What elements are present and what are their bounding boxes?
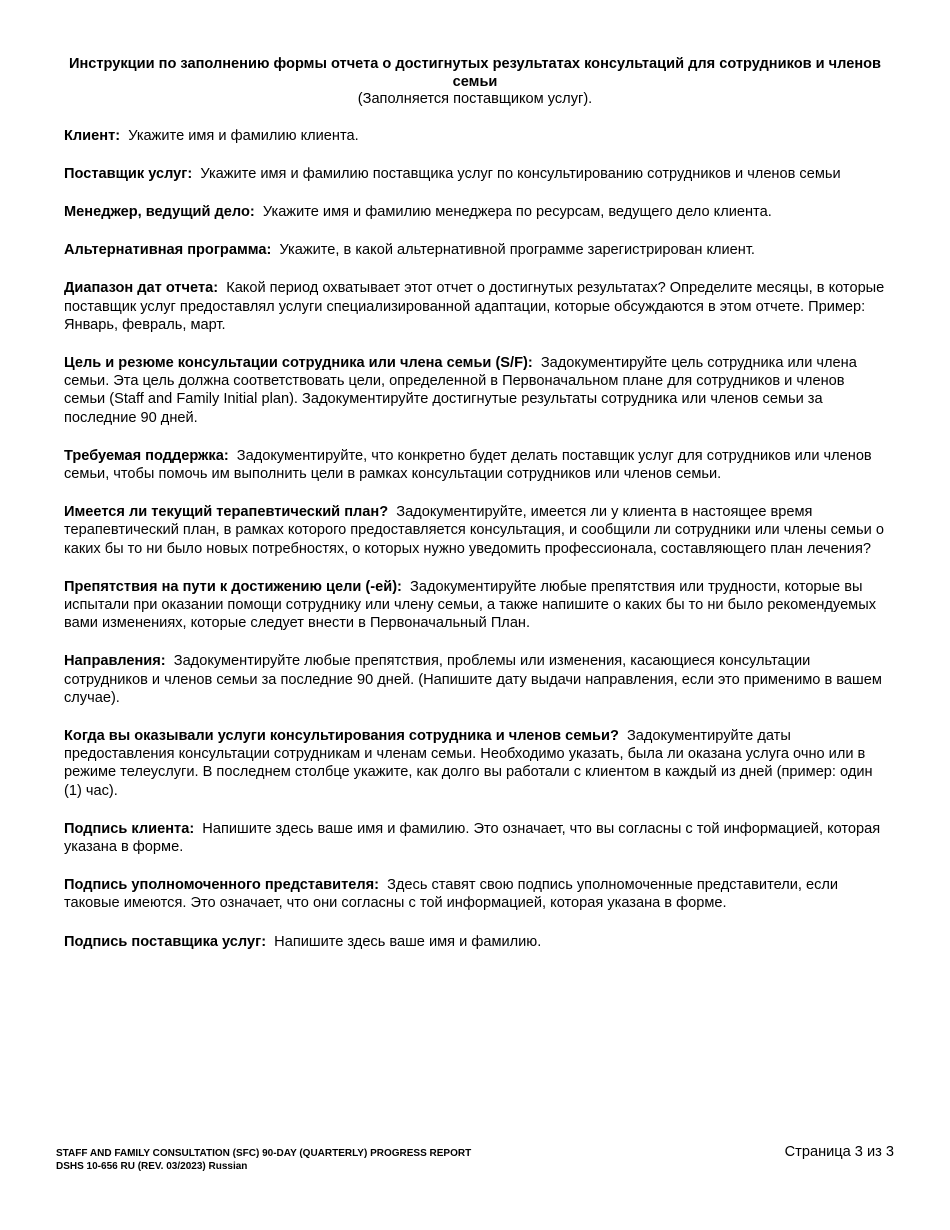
page-subtitle: (Заполняется поставщиком услуг). bbox=[357, 91, 593, 107]
instruction-label: Подпись уполномоченного представителя: bbox=[64, 877, 379, 894]
instruction-label: Подпись клиента: bbox=[64, 820, 195, 837]
instruction-support-needed bbox=[64, 447, 886, 483]
instruction-representative-signature bbox=[64, 876, 886, 912]
page-number: Страница 3 из 3 bbox=[784, 1144, 894, 1160]
instruction-label: Препятствия на пути к достижению цели (-ей): bbox=[64, 578, 402, 595]
instruction-text: Задокументируйте любые препятствия или трудности, которые вы испытали при оказании помощи сотруднику или члену семьи, а также напишите о каких бы то ни было рекомендуемых вами изменениях, которые следует внести в Первоначальный План. bbox=[64, 578, 877, 632]
document-page bbox=[64, 56, 886, 951]
instruction-label: Подпись поставщика услуг: bbox=[64, 933, 267, 950]
instruction-provider bbox=[64, 165, 886, 183]
page-title: Инструкции по заполнению формы отчета о достигнутых результатах консультаций для сотрудников и членов семьи bbox=[68, 56, 882, 90]
instruction-referrals bbox=[64, 652, 886, 707]
instruction-text: Укажите имя и фамилию менеджера по ресурсам, ведущего дело клиента. bbox=[262, 203, 772, 220]
instruction-text: Укажите, в какой альтернативной программе зарегистрирован клиент. bbox=[279, 242, 755, 259]
instruction-provider-signature bbox=[64, 933, 886, 951]
instruction-text: Задокументируйте даты предоставления консультации сотрудникам и членам семьи. Необходимо указать, была ли оказана услуга очно или в режиме телеуслуги. В последнем столбце укажите, как долго вы работали с клиентом в каждый из дней (пример: один (1) час). bbox=[64, 727, 873, 799]
instruction-label: Имеется ли текущий терапевтический план? bbox=[64, 504, 389, 521]
instruction-client bbox=[64, 127, 886, 145]
instruction-label: Поставщик услуг: bbox=[64, 165, 193, 182]
instruction-goal-summary bbox=[64, 354, 886, 427]
instruction-text: Напишите здесь ваше имя и фамилию. Это означает, что вы согласны с той информацией, которая указана в форме. bbox=[64, 820, 881, 855]
instruction-case-manager bbox=[64, 203, 886, 221]
instruction-label: Альтернативная программа: bbox=[64, 242, 272, 259]
instruction-date-range bbox=[64, 279, 886, 334]
document-header bbox=[64, 56, 886, 109]
form-footer bbox=[56, 1147, 471, 1173]
form-number: DSHS 10-656 RU (REV. 03/2023) Russian bbox=[56, 1161, 248, 1172]
instruction-client-signature bbox=[64, 820, 886, 856]
instruction-text: Здесь ставят свою подпись уполномоченные представители, если таковые имеются. Это означает, что они согласны с той информацией, которая указана в форме. bbox=[64, 877, 839, 912]
instruction-text: Задокументируйте цель сотрудника или члена семьи. Эта цель должна соответствовать цели, определенной в Первоначальном плане для сотрудников и членов семьи (Staff and Family Initial plan). Задокументируйте достигнутые результаты сотрудника или членов семьи за последние 90 дней. bbox=[64, 354, 857, 426]
instruction-label: Менеджер, ведущий дело: bbox=[64, 203, 255, 220]
instruction-text: Напишите здесь ваше имя и фамилию. bbox=[274, 933, 542, 950]
instruction-barriers bbox=[64, 578, 886, 633]
instruction-therapy-plan bbox=[64, 503, 886, 558]
instruction-label: Направления: bbox=[64, 653, 166, 670]
form-title: STAFF AND FAMILY CONSULTATION (SFC) 90-DAY (QUARTERLY) PROGRESS REPORT bbox=[56, 1148, 472, 1159]
instruction-text: Задокументируйте, имеется ли у клиента в настоящее время терапевтический план, в рамках которого предоставляется консультация, и сообщили ли сотрудники или члены семьи о каких бы то ни было новых потребностях, о которых нужно уведомить профессионала, составляющего план лечения? bbox=[64, 504, 884, 557]
instruction-text: Задокументируйте, что конкретно будет делать поставщик услуг для сотрудников или членов семьи, чтобы помочь им выполнить цели в рамках консультации сотрудников или членов семьи. bbox=[64, 447, 872, 482]
instruction-alternative-program bbox=[64, 241, 886, 259]
instruction-text: Укажите имя и фамилию клиента. bbox=[128, 127, 359, 144]
instruction-text: Какой период охватывает этот отчет о достигнутых результатах? Определите месяцы, в которые поставщик услуг предоставлял услуги специализированной адаптации, которые обсуждаются в этом отчете. Пример: Январь, февраль, март. bbox=[64, 280, 885, 333]
instruction-label: Цель и резюме консультации сотрудника или члена семьи (S/F): bbox=[64, 354, 533, 371]
instruction-label: Диапазон дат отчета: bbox=[64, 280, 219, 297]
instruction-label: Требуемая поддержка: bbox=[64, 447, 229, 464]
instruction-label: Клиент: bbox=[64, 127, 121, 144]
instruction-text: Задокументируйте любые препятствия, проблемы или изменения, касающиеся консультации сотрудников и членов семьи за последние 90 дней. (Напишите дату выдачи направления, если это применимо в вашем случае). bbox=[64, 653, 882, 706]
instructions-list bbox=[64, 127, 886, 951]
instruction-service-dates bbox=[64, 727, 886, 800]
instruction-text: Укажите имя и фамилию поставщика услуг по консультированию сотрудников и членов семьи bbox=[200, 165, 841, 182]
instruction-label: Когда вы оказывали услуги консультирования сотрудника и членов семьи? bbox=[64, 727, 619, 744]
